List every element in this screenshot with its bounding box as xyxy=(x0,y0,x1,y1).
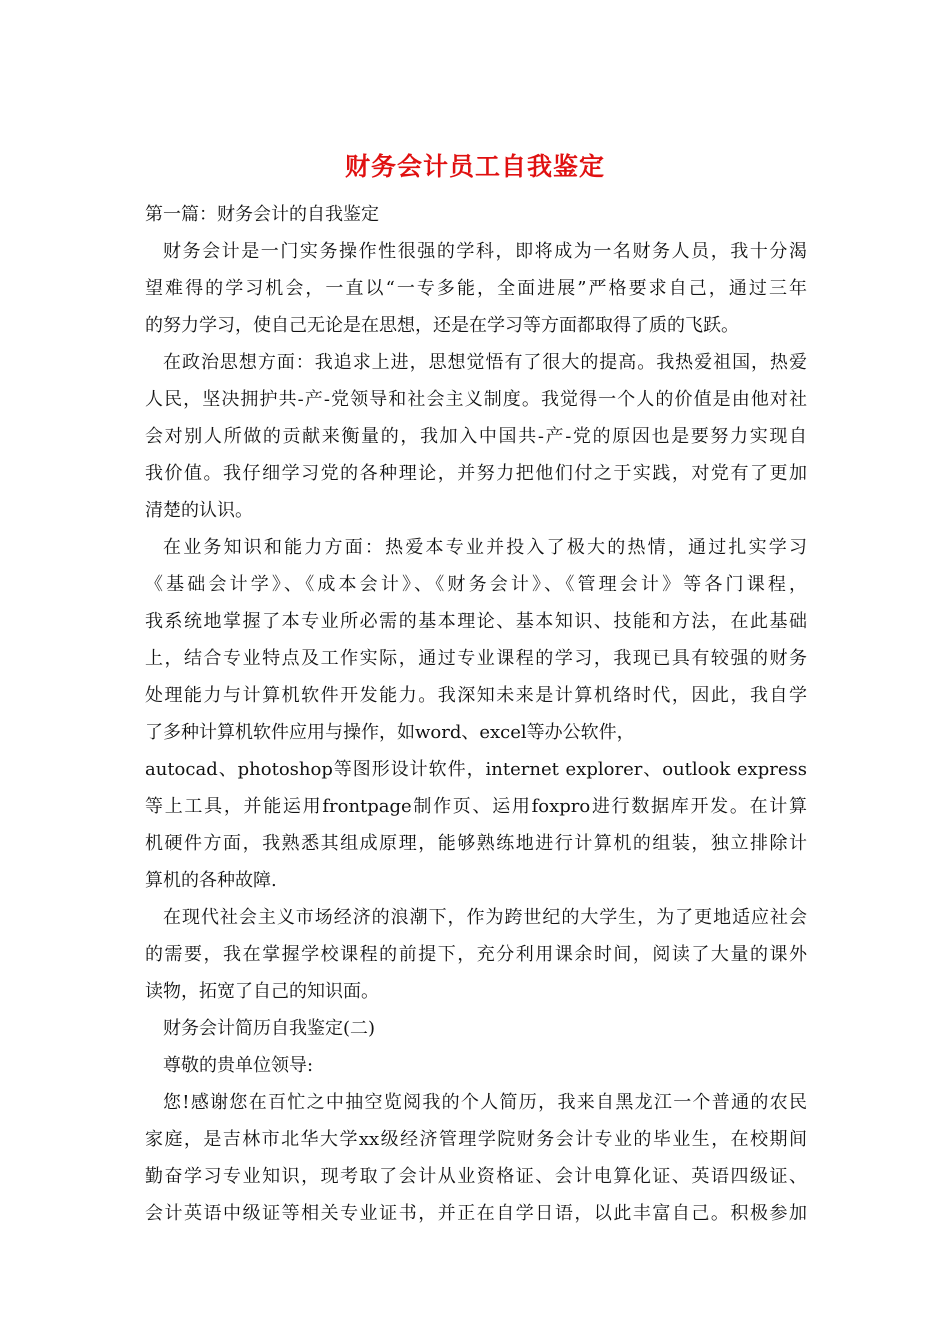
paragraph-line: 在政治思想方面：我追求上进，思想觉悟有了很大的提高。我热爱祖国，热爱 xyxy=(163,352,807,373)
document-body xyxy=(145,196,807,1232)
salutation: 尊敬的贵单位领导: xyxy=(163,1055,314,1076)
paragraph-line: 勤奋学习专业知识，现考取了会计从业资格证、会计电算化证、英语四级证、 xyxy=(145,1166,807,1187)
paragraph-line: 机硬件方面，我熟悉其组成原理，能够熟练地进行计算机的组装，独立排除计 xyxy=(145,833,807,854)
paragraph-line: 清楚的认识。 xyxy=(145,500,253,521)
section-heading: 财务会计简历自我鉴定(二) xyxy=(163,1018,376,1039)
paragraph-line: 我系统地掌握了本专业所必需的基本理论、基本知识、技能和方法，在此基础 xyxy=(145,611,807,632)
paragraph-line: 会计英语中级证等相关专业证书，并正在自学日语，以此丰富自己。积极参加 xyxy=(145,1203,807,1224)
document-title: 财务会计员工自我鉴定 xyxy=(344,152,605,181)
paragraph-line: autocad、photoshop等图形设计软件，internet explorer、outlook express xyxy=(145,759,807,780)
paragraph-line: 望难得的学习机会，一直以“一专多能，全面进展”严格要求自己，通过三年 xyxy=(145,278,807,299)
paragraph-line: 的需要，我在掌握学校课程的前提下，充分利用课余时间，阅读了大量的课外 xyxy=(145,944,807,965)
paragraph-line: 了多种计算机软件应用与操作，如word、excel等办公软件， xyxy=(145,722,635,743)
paragraph-line: 读物，拓宽了自己的知识面。 xyxy=(145,981,379,1002)
paragraph-line: 在现代社会主义市场经济的浪潮下，作为跨世纪的大学生，为了更地适应社会 xyxy=(163,907,807,928)
paragraph-line: 《基础会计学》、《成本会计》、《财务会计》、《管理会计》等各门课程， xyxy=(145,574,807,595)
paragraph-line: 人民，坚决拥护共-产-党领导和社会主义制度。我觉得一个人的价值是由他对社 xyxy=(145,389,807,410)
paragraph-line: 家庭，是吉林市北华大学xx级经济管理学院财务会计专业的毕业生，在校期间 xyxy=(145,1129,807,1150)
paragraph-line: 处理能力与计算机软件开发能力。我深知未来是计算机络时代，因此，我自学 xyxy=(145,685,807,706)
paragraph-line: 上，结合专业特点及工作实际，通过专业课程的学习，我现已具有较强的财务 xyxy=(145,648,807,669)
paragraph-line: 财务会计是一门实务操作性很强的学科，即将成为一名财务人员，我十分渴 xyxy=(163,241,807,262)
paragraph-line: 算机的各种故障. xyxy=(145,870,277,891)
paragraph-line: 我价值。我仔细学习党的各种理论，并努力把他们付之于实践，对党有了更加 xyxy=(145,463,807,484)
paragraph-line: 的努力学习，使自己无论是在思想，还是在学习等方面都取得了质的飞跃。 xyxy=(145,315,739,336)
section-heading: 第一篇：财务会计的自我鉴定 xyxy=(145,204,379,225)
paragraph-line: 会对别人所做的贡献来衡量的，我加入中国共-产-党的原因也是要努力实现自 xyxy=(145,426,807,447)
paragraph-line: 等上工具，并能运用frontpage制作页、运用foxpro进行数据库开发。在计算 xyxy=(145,796,807,817)
paragraph-line: 在业务知识和能力方面：热爱本专业并投入了极大的热情，通过扎实学习 xyxy=(163,537,807,558)
paragraph-line: 您!感谢您在百忙之中抽空览阅我的个人简历，我来自黑龙江一个普通的农民 xyxy=(163,1092,807,1113)
